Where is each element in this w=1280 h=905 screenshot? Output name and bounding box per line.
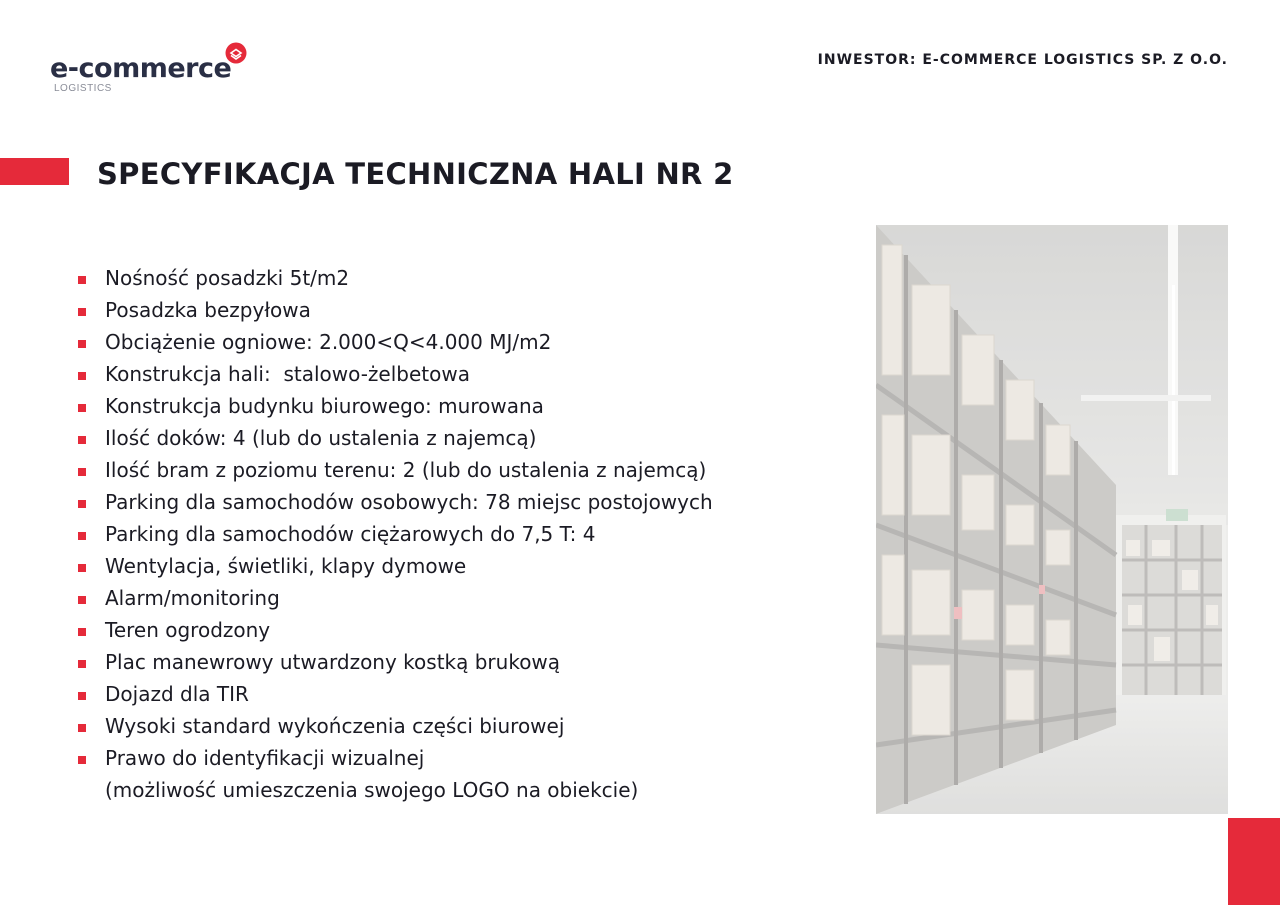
spec-item-text: Nośność posadzki 5t/m2 [105,266,350,290]
bullet-icon [78,340,86,348]
spec-item-text: Teren ogrodzony [105,618,271,642]
page-title: SPECYFIKACJA TECHNICZNA HALI NR 2 [97,157,734,191]
bullet-icon [78,596,86,604]
corner-accent-bar [1228,818,1280,905]
spec-item [78,262,713,294]
bullet-icon [78,436,86,444]
spec-item [78,710,713,742]
spec-item-continuation: (możliwość umieszczenia swojego LOGO na obiekcie) [105,778,639,802]
spec-item-text: Konstrukcja hali: stalowo-żelbetowa [105,362,470,386]
spec-item-text: Prawo do identyfikacji wizualnej [105,746,425,770]
spec-item [78,550,713,582]
spec-item-text: Parking dla samochodów osobowych: 78 miejsc postojowych [105,490,713,514]
bullet-icon [78,404,86,412]
warehouse-shelving-illustration [876,225,1228,814]
spec-item-text: Plac manewrowy utwardzony kostką brukową [105,650,561,674]
bullet-icon [78,500,86,508]
spec-item [78,390,713,422]
bullet-icon [78,660,86,668]
spec-item [78,646,713,678]
bullet-icon [78,628,86,636]
bullet-icon [78,564,86,572]
spec-item-text: Obciążenie ogniowe: 2.000<Q<4.000 MJ/m2 [105,330,552,354]
spec-item-text: Ilość bram z poziomu terenu: 2 (lub do ustalenia z najemcą) [105,458,707,482]
spec-item [78,358,713,390]
logo-text: e-commerce [50,53,232,84]
spec-item [78,294,713,326]
spec-item [78,582,713,614]
bullet-icon [78,468,86,476]
bullet-icon [78,372,86,380]
spec-item [78,614,713,646]
bullet-icon [78,692,86,700]
spec-item-text: Posadzka bezpyłowa [105,298,311,322]
company-logo [50,42,255,98]
spec-item-text: Alarm/monitoring [105,586,280,610]
spec-item [78,678,713,710]
spec-item [78,486,713,518]
spec-item-text: Konstrukcja budynku biurowego: murowana [105,394,544,418]
bullet-icon [78,756,86,764]
investor-label: INWESTOR: E-COMMERCE LOGISTICS SP. Z O.O. [817,52,1228,68]
bullet-icon [78,532,86,540]
warehouse-photo [876,225,1228,814]
bullet-icon [78,724,86,732]
spec-item [78,742,713,806]
spec-item [78,326,713,358]
spec-item-text: Dojazd dla TIR [105,682,249,706]
spec-item [78,422,713,454]
bullet-icon [78,308,86,316]
spec-item-text: Wysoki standard wykończenia części biurowej [105,714,565,738]
spec-item-text: Ilość doków: 4 (lub do ustalenia z najemcą) [105,426,537,450]
spec-item-text: Wentylacja, świetliki, klapy dymowe [105,554,467,578]
spec-item [78,454,713,486]
logo-subtext: LOGISTICS [54,83,112,94]
spec-item-text: Parking dla samochodów ciężarowych do 7,5 T: 4 [105,522,596,546]
title-accent-bar [0,158,69,185]
spec-item [78,518,713,550]
bullet-icon [78,276,86,284]
spec-list [78,262,713,806]
